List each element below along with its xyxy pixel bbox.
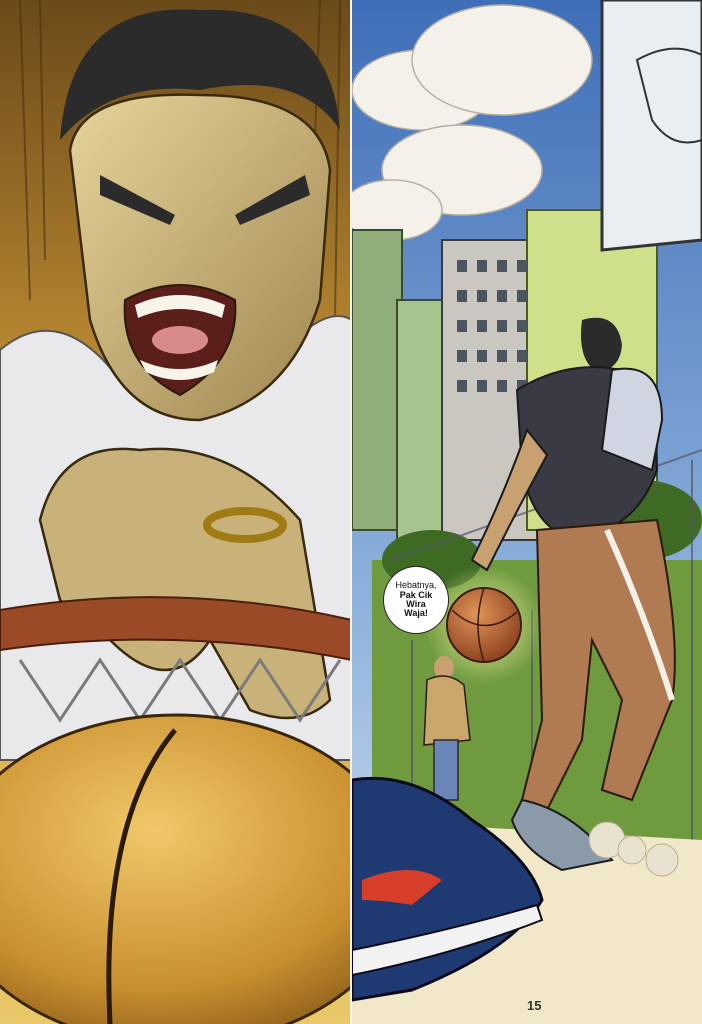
- panel-court-scene: [352, 0, 702, 1024]
- court-scene-illustration: [352, 0, 702, 1024]
- speech-line-3: Wira: [406, 599, 426, 609]
- speech-line-4: Waja!: [404, 608, 428, 619]
- speech-line-2: Pak Cik: [399, 589, 433, 600]
- speech-line-1: Hebatnya,: [395, 580, 437, 591]
- speech-bubble: [383, 566, 449, 634]
- page-number: 15: [527, 998, 542, 1013]
